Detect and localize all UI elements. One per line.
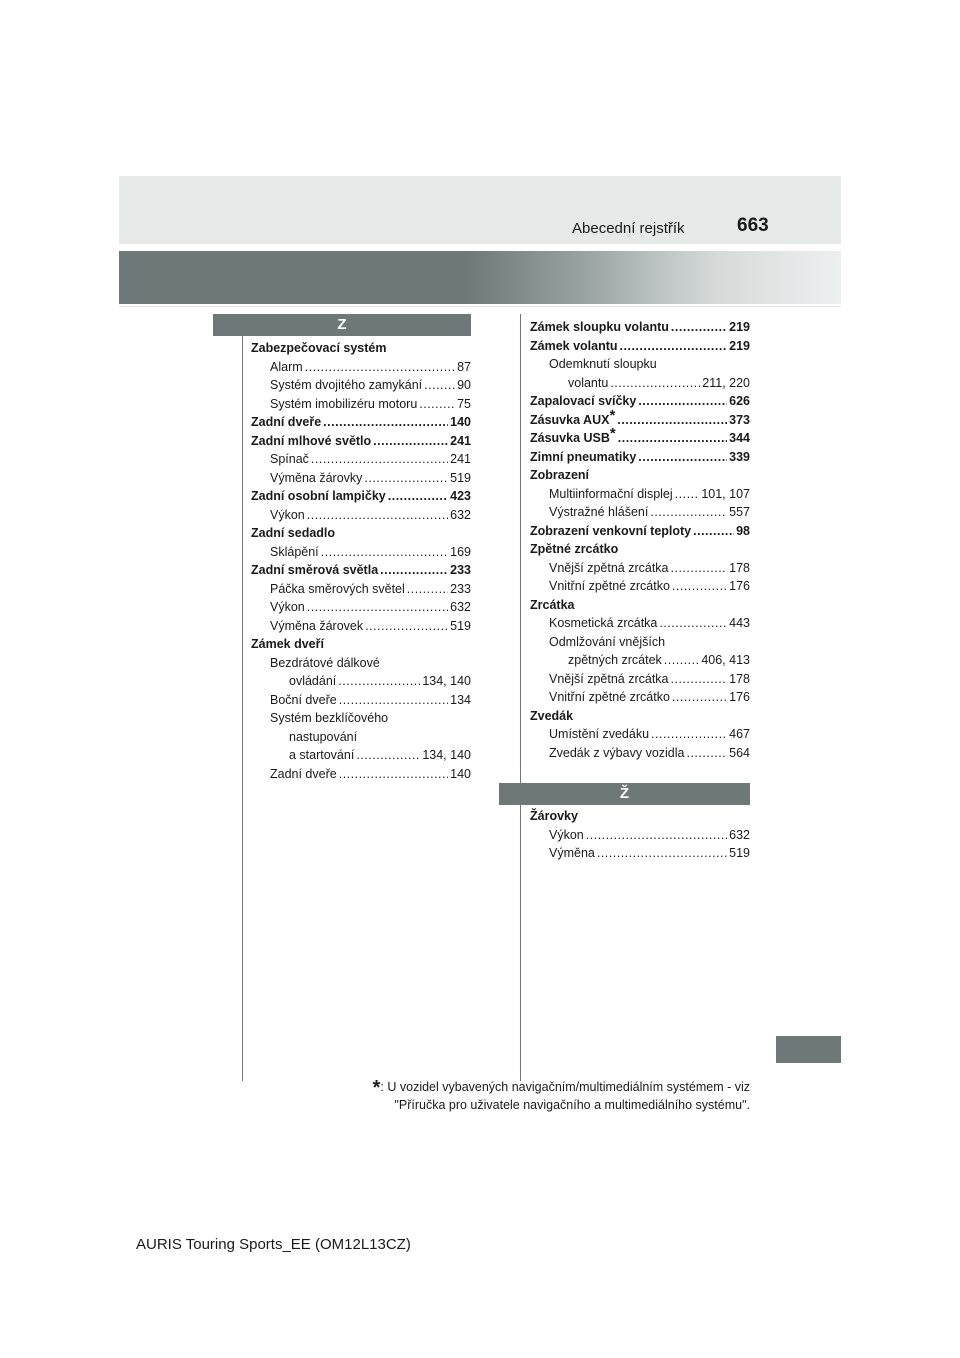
index-entry-label: Zapalovací svíčky [530, 394, 637, 408]
index-entry [251, 487, 471, 506]
index-entry-page: 176 [729, 579, 750, 593]
index-entry-text [549, 688, 670, 707]
index-entry [251, 598, 471, 617]
index-entry [530, 522, 750, 541]
index-entry-page: 178 [729, 560, 750, 575]
page-number: 663 [737, 215, 769, 236]
index-entry [251, 339, 471, 358]
index-entry [251, 524, 471, 543]
index-entry [530, 633, 750, 652]
index-entry-text [568, 651, 662, 670]
index-entry [530, 337, 750, 356]
index-entry-page: 519 [450, 470, 471, 485]
leader-dots [671, 318, 727, 337]
leader-dots [339, 765, 448, 784]
leader-dots [388, 487, 448, 506]
leader-dots [672, 688, 727, 707]
index-entry [251, 746, 471, 765]
index-entry-page: 241 [450, 452, 471, 466]
index-entry [530, 688, 750, 707]
index-entry [251, 450, 471, 469]
index-entry [251, 765, 471, 784]
index-entry-text [270, 691, 337, 710]
index-entry-page: 176 [729, 690, 750, 704]
index-entry-text [530, 392, 636, 411]
index-list-right-zh [530, 807, 750, 863]
index-entry-text [251, 413, 321, 432]
index-entry-label: nastupování [289, 729, 358, 744]
index-entry-label: Zadní dveře [251, 415, 322, 429]
index-entry-page: 632 [450, 507, 471, 522]
index-entry [251, 691, 471, 710]
leader-dots [323, 413, 448, 432]
index-entry-text [251, 487, 386, 506]
index-entry-label: Systém dvojitého zamykání [270, 378, 423, 392]
footnote-line-1: : U vozidel vybavených navigačním/multimediálním systémem - viz [380, 1080, 750, 1094]
index-entry [530, 670, 750, 689]
index-entry-text [289, 728, 357, 747]
leader-dots [664, 651, 700, 670]
index-entry-text [549, 670, 669, 689]
index-entry-text [270, 617, 363, 636]
index-entry-text [530, 448, 636, 467]
leader-dots [651, 725, 727, 744]
index-entry-label: Kosmetická zrcátka [549, 616, 658, 630]
leader-dots [586, 826, 727, 845]
leader-dots [597, 844, 727, 863]
index-entry-label: Bezdrátové dálkové [270, 655, 380, 670]
index-entry [530, 725, 750, 744]
index-entry [251, 617, 471, 636]
index-entry [530, 577, 750, 596]
index-entry-label: Výměna žárovek [270, 618, 364, 633]
index-entry-label: Zadní sedadlo [251, 526, 336, 540]
index-entry-label: Zrcátka [530, 597, 575, 612]
index-entry-page: 140 [450, 766, 471, 781]
index-entry [251, 432, 471, 451]
leader-dots [356, 746, 420, 765]
index-entry-page: 467 [729, 727, 750, 741]
index-entry [530, 374, 750, 393]
leader-dots [424, 376, 455, 395]
index-entry [251, 358, 471, 377]
index-tab [776, 1036, 841, 1063]
index-entry-text [549, 744, 684, 763]
index-entry-page: 178 [729, 671, 750, 686]
index-entry-text [530, 466, 589, 485]
index-entry-text [530, 807, 578, 826]
leader-dots [638, 448, 727, 467]
leader-dots [321, 543, 448, 562]
leader-dots [407, 580, 448, 599]
leader-dots [338, 672, 420, 691]
leader-dots [686, 744, 727, 763]
index-entry-label: Zámek sloupku volantu [530, 320, 669, 334]
index-entry-page: 406, 413 [701, 653, 750, 667]
index-entry [251, 469, 471, 488]
index-entry-label: Zadní osobní lampičky [251, 489, 386, 503]
index-entry [530, 559, 750, 578]
index-entry [251, 672, 471, 691]
index-entry-page: 241 [450, 433, 471, 448]
index-entry-text [251, 561, 378, 580]
index-entry-label: volantu [568, 375, 609, 390]
index-entry [530, 503, 750, 522]
right-column-rule [520, 314, 521, 1081]
index-entry-label: Zámek volantu [530, 338, 618, 353]
index-entry-text [251, 432, 371, 451]
index-entry-label: Systém imobilizéru motoru [270, 396, 418, 411]
index-entry-label: Zadní dveře [270, 766, 337, 781]
index-entry-text [251, 339, 387, 358]
leader-dots [638, 392, 727, 411]
leader-dots [620, 337, 728, 356]
index-entry-text [530, 540, 618, 559]
index-entry-text [530, 318, 669, 337]
index-entry-label: Výstražné hlášení [549, 505, 649, 519]
leader-dots [364, 469, 448, 488]
index-entry-label: Zásuvka USB [530, 431, 610, 445]
header-divider [119, 306, 841, 307]
index-entry-text [289, 672, 336, 691]
index-entry-page: 134, 140 [422, 674, 471, 688]
index-entry-page: 134 [450, 692, 471, 707]
index-entry [251, 709, 471, 728]
index-entry-page: 98 [736, 523, 750, 538]
index-entry-text [270, 709, 388, 728]
index-entry-label: Zobrazení venkovní teploty [530, 523, 692, 538]
index-entry-label: Zobrazení [530, 468, 590, 482]
left-column-rule [242, 336, 243, 1081]
index-entry-text [530, 596, 574, 615]
index-entry-text [270, 450, 309, 469]
index-entry-page: 557 [729, 505, 750, 519]
index-entry-page: 169 [450, 544, 471, 559]
leader-dots [659, 614, 727, 633]
index-entry-page: 632 [729, 827, 750, 842]
index-entry [251, 580, 471, 599]
index-entry [530, 651, 750, 670]
leader-dots [693, 522, 734, 541]
index-entry-text [270, 598, 305, 617]
index-entry [530, 807, 750, 826]
index-entry-text [530, 425, 616, 448]
footnote-star: * [372, 1077, 381, 1099]
index-entry [530, 485, 750, 504]
index-entry [251, 728, 471, 747]
index-entry-text [549, 633, 665, 652]
leader-dots [311, 450, 448, 469]
index-entry-label: Umístění zvedáku [549, 727, 650, 741]
index-entry-text [270, 765, 337, 784]
index-entry [251, 506, 471, 525]
index-entry-page: 564 [729, 745, 750, 760]
index-entry-text [549, 614, 657, 633]
index-entry-text [549, 844, 595, 863]
index-entry-label: Vnější zpětná zrcátka [549, 671, 669, 686]
leader-dots [307, 506, 448, 525]
index-entry-text [549, 725, 649, 744]
section-title: Abecední rejstřík [572, 220, 685, 237]
index-entry [530, 826, 750, 845]
index-entry-page: 101, 107 [701, 486, 750, 501]
index-entry-page: 233 [450, 581, 471, 596]
index-entry-label: Odmlžování vnějších [549, 634, 666, 649]
index-entry-page: 233 [450, 563, 471, 577]
index-entry-label: Zvedák z výbavy vozidla [549, 745, 685, 760]
index-entry-label: Odemknutí sloupku [549, 357, 657, 371]
index-entry [530, 425, 750, 448]
index-entry-text [270, 543, 319, 562]
header-gradient-bar [119, 251, 841, 304]
footnote [320, 1079, 750, 1114]
index-entry-label: Zpětné zrcátko [530, 542, 619, 556]
index-entry-text [549, 826, 584, 845]
leader-dots [671, 670, 728, 689]
index-entry-label: a startování [289, 748, 355, 762]
index-entry-page: 443 [729, 616, 750, 630]
index-entry-text [270, 580, 405, 599]
index-entry-text [270, 358, 303, 377]
index-entry [251, 654, 471, 673]
index-entry-page: 134, 140 [422, 748, 471, 762]
index-entry [530, 540, 750, 559]
index-entry-page: 90 [457, 378, 471, 392]
index-entry-text [270, 654, 380, 673]
index-entry [251, 543, 471, 562]
index-list-left [251, 339, 471, 783]
index-entry-label: Sklápění [270, 544, 319, 559]
index-entry-text [530, 337, 618, 356]
index-entry-label: Alarm [270, 359, 303, 374]
leader-dots [419, 395, 455, 414]
index-entry-text [251, 524, 335, 543]
index-entry-page: 632 [450, 600, 471, 614]
index-entry-page: 219 [729, 320, 750, 334]
index-entry-page: 519 [450, 618, 471, 633]
leader-dots [339, 691, 448, 710]
index-list-right [530, 318, 750, 762]
index-entry-label: Zvedák [530, 708, 574, 723]
index-entry-label: Zadní mlhové světlo [251, 433, 372, 448]
footnote-marker: * [609, 425, 616, 442]
index-entry-label: Zabezpečovací systém [251, 341, 387, 355]
index-entry-page: 423 [450, 489, 471, 503]
index-entry [530, 844, 750, 863]
index-entry [251, 561, 471, 580]
index-entry [530, 707, 750, 726]
index-entry-label: Zimní pneumatiky [530, 449, 637, 464]
leader-dots [675, 485, 700, 504]
index-entry [530, 355, 750, 374]
index-entry [251, 635, 471, 654]
index-entry-text [549, 559, 669, 578]
index-entry-text [270, 376, 422, 395]
letter-header-z: Z [213, 314, 471, 336]
leader-dots [380, 561, 448, 580]
index-entry-label: Multiinformační displej [549, 486, 673, 501]
index-entry [530, 596, 750, 615]
index-entry-label: Výkon [549, 827, 584, 842]
index-entry-label: Spínač [270, 452, 309, 466]
index-entry-label: Výměna [549, 846, 595, 860]
index-entry [530, 614, 750, 633]
index-entry-label: Výkon [270, 600, 305, 614]
index-entry-label: Zadní směrová světla [251, 563, 379, 577]
index-entry-text [549, 355, 657, 374]
leader-dots [618, 429, 727, 448]
index-entry-label: Páčka směrových světel [270, 581, 405, 596]
index-entry [251, 395, 471, 414]
index-entry [251, 376, 471, 395]
header-band [119, 176, 841, 244]
index-entry-label: Výměna žárovky [270, 470, 363, 485]
index-entry [530, 318, 750, 337]
index-entry-label: Výkon [270, 507, 305, 522]
leader-dots [307, 598, 448, 617]
leader-dots [305, 358, 455, 377]
index-entry-text [530, 707, 573, 726]
index-entry-page: 626 [729, 394, 750, 408]
index-entry-text [251, 635, 324, 654]
index-entry-text [270, 506, 305, 525]
index-entry-page: 211, 220 [702, 375, 750, 390]
leader-dots [610, 374, 700, 393]
index-entry-text [549, 485, 673, 504]
index-entry-page: 87 [457, 359, 471, 374]
index-entry-label: Vnitřní zpětné zrcátko [549, 579, 670, 593]
index-entry-label: Zámek dveří [251, 637, 324, 651]
index-entry-page: 344 [729, 431, 750, 445]
index-entry-page: 219 [729, 338, 750, 353]
index-entry-text [530, 522, 691, 541]
index-entry [530, 448, 750, 467]
index-entry [530, 466, 750, 485]
index-entry-label: ovládání [289, 674, 337, 688]
leader-dots [650, 503, 727, 522]
letter-header-zh: Ž [499, 783, 750, 805]
index-entry-page: 75 [457, 396, 471, 411]
index-entry-page: 140 [450, 415, 471, 429]
footnote-line-2: "Příručka pro uživatele navigačního a multimediálního systému". [394, 1098, 750, 1112]
index-entry-text [289, 746, 354, 765]
leader-dots [373, 432, 448, 451]
index-entry [530, 392, 750, 411]
index-entry-label: Systém bezklíčového [270, 711, 389, 725]
index-entry [530, 744, 750, 763]
index-entry-page: 519 [729, 846, 750, 860]
index-entry [251, 413, 471, 432]
index-entry-text [568, 374, 608, 393]
leader-dots [672, 577, 727, 596]
index-entry-label: Vnitřní zpětné zrcátko [549, 690, 670, 704]
index-entry [530, 406, 750, 430]
index-entry-page: 339 [729, 449, 750, 464]
leader-dots [671, 559, 728, 578]
index-entry-page: 373 [729, 412, 750, 427]
index-entry-text [530, 406, 616, 430]
index-entry-text [270, 395, 417, 414]
index-entry-text [549, 577, 670, 596]
index-entry-label: Žárovky [530, 809, 578, 823]
leader-dots [365, 617, 448, 636]
leader-dots [617, 411, 727, 430]
index-entry-label: zpětných zrcátek [568, 653, 662, 667]
index-entry-label: Boční dveře [270, 692, 337, 707]
index-entry-text [270, 469, 362, 488]
index-entry-text [549, 503, 648, 522]
footer-model: AURIS Touring Sports_EE (OM12L13CZ) [136, 1236, 411, 1253]
index-entry-label: Vnější zpětná zrcátka [549, 560, 669, 575]
index-entry-label: Zásuvka AUX [530, 412, 610, 427]
footnote-marker: * [609, 406, 616, 424]
